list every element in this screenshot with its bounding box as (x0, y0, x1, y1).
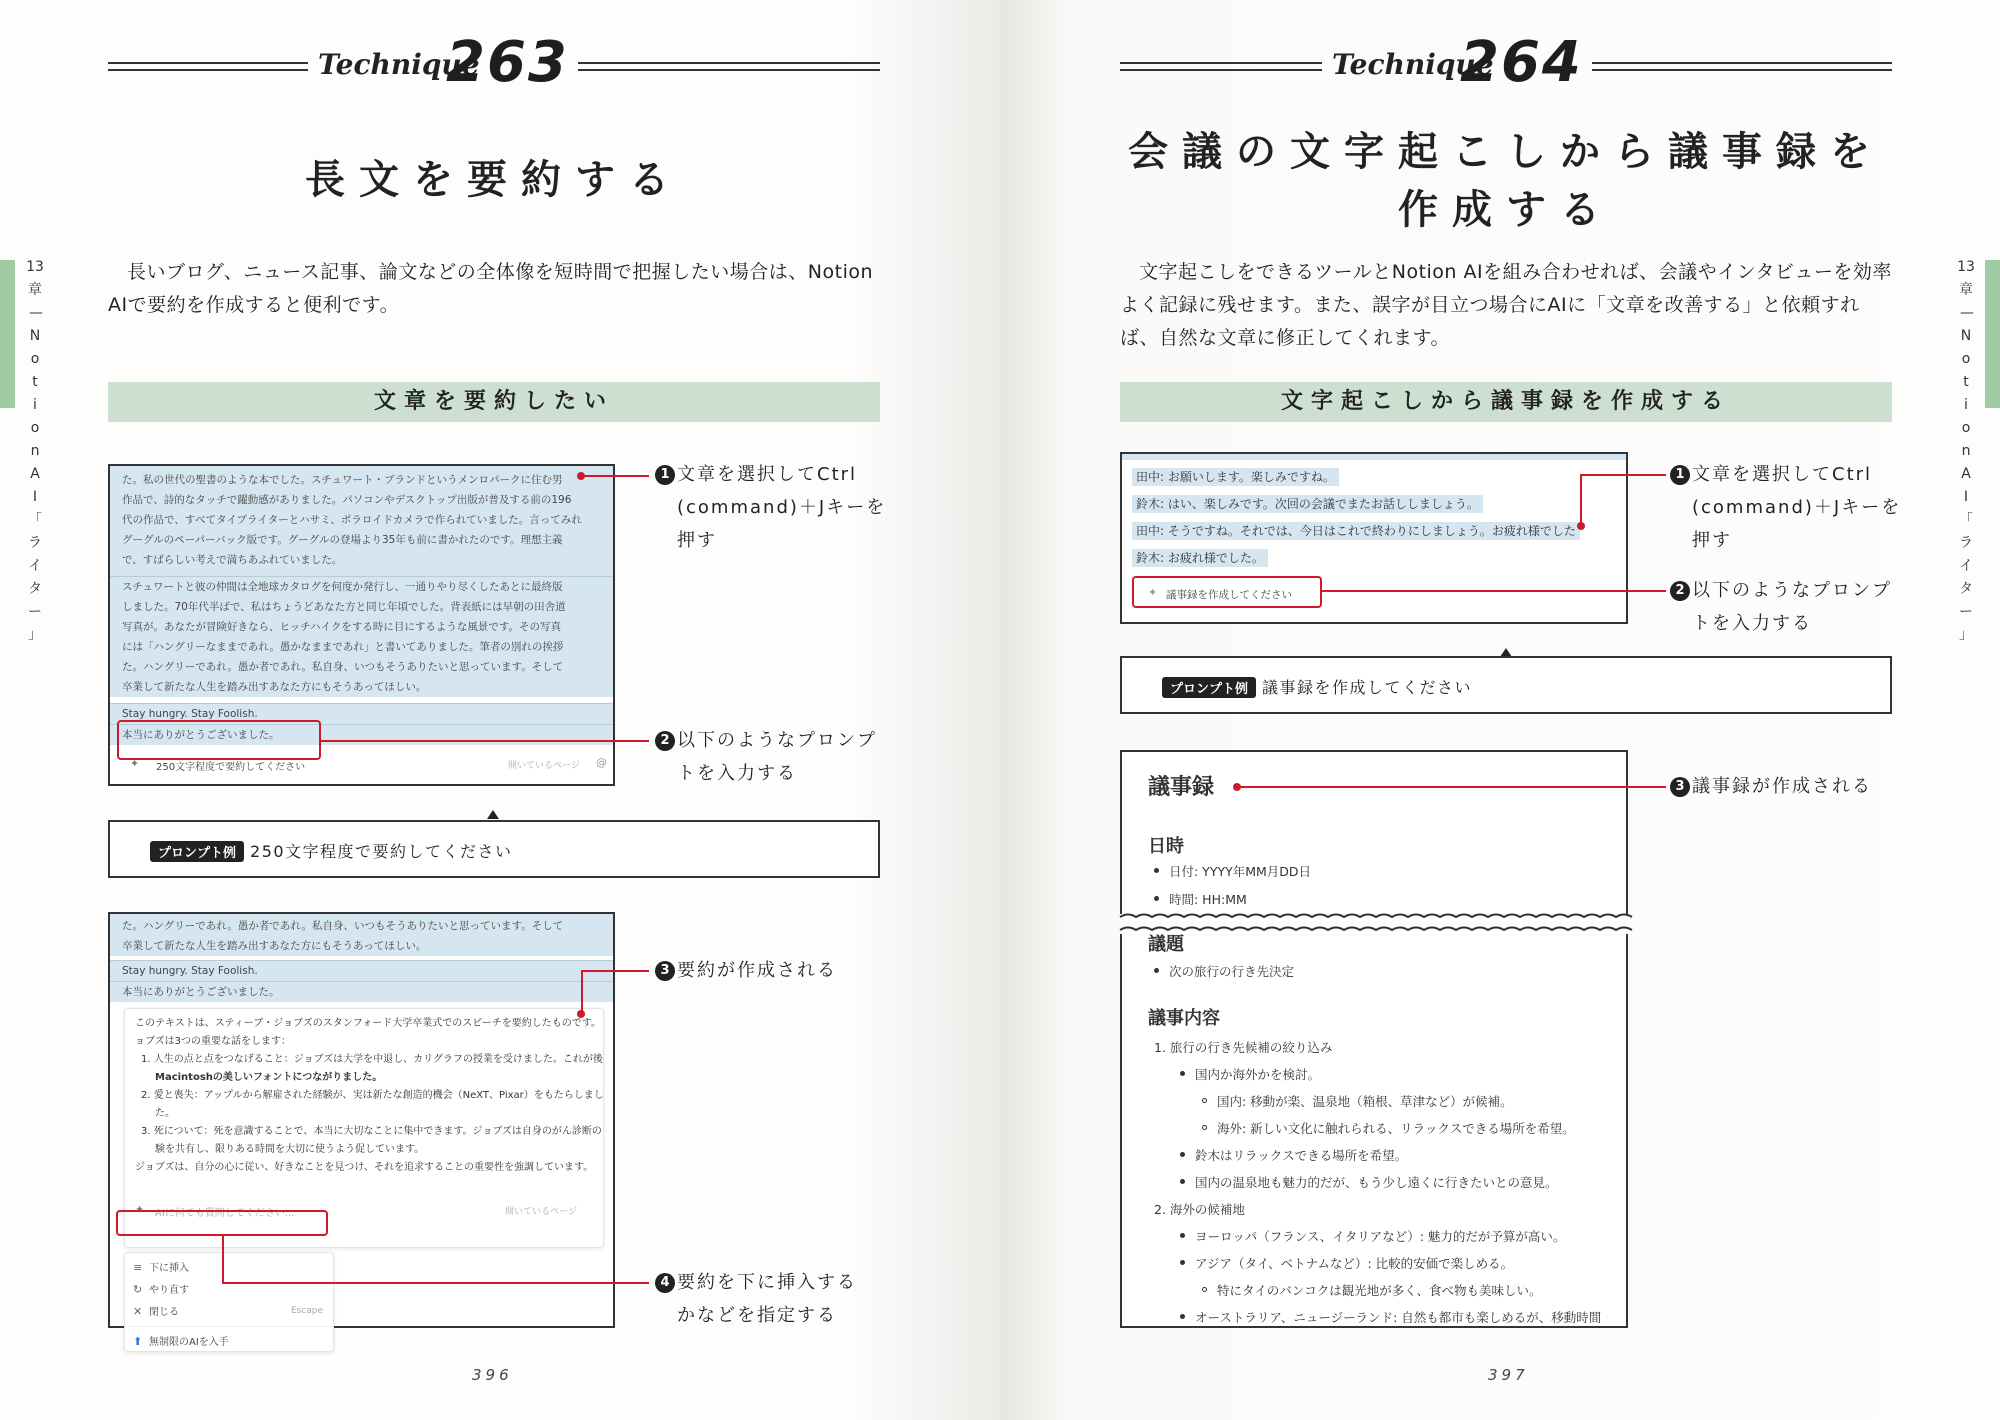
side-tab-char: 」 (28, 627, 42, 643)
side-tab-char: I (1963, 489, 1969, 505)
screenshot-summary (108, 912, 615, 1348)
minutes-item: 国内の温泉地も魅力的だが、もう少し遠くに行きたいとの意見。 (1180, 1169, 1558, 1196)
callout-line-3 (581, 970, 649, 972)
text-line: 卒業して新たな人生を踏み出すあなた方にもそうあってほしい。 (122, 940, 427, 952)
intro-text: 長いブログ、ニュース記事、論文などの全体像を短時間で把握したい場合は、Notion AIで要約を作成すると便利です。 (108, 261, 874, 316)
summary-line: た。 (155, 1108, 175, 1119)
minutes-title: 議事録 (1148, 775, 1215, 800)
open-page-hint: 開いているページ (505, 1207, 577, 1217)
text-line: で、すばらしい考えで満ちあふれていました。 (122, 554, 343, 566)
step-number-4: 4 (655, 1273, 675, 1293)
at-icon: @ (596, 756, 607, 769)
minutes-item: 次の旅行の行き先決定 (1154, 958, 1294, 985)
callout-line-2 (1322, 590, 1666, 592)
minutes-item: 海外: 新しい文化に触れられる、リラックスできる場所を希望。 (1202, 1115, 1575, 1142)
text-line: 作品で、詩的なタッチで躍動感がありました。パソコンやデスクトップ出版が普及する前の196 (122, 494, 572, 506)
side-tab-char: イ (28, 558, 42, 574)
prompt-highlight-box (1132, 576, 1322, 608)
stay-hungry-line: Stay hungry. Stay Foolish. (110, 960, 613, 981)
callout-note-3: 3 要約が作成される (655, 954, 837, 987)
upgrade-icon: ⬆ (133, 1335, 143, 1348)
callout-line-4-vertical (222, 1236, 224, 1284)
technique-rule-left (1120, 62, 1322, 71)
callout-line-3-vertical (581, 970, 583, 1014)
prompt-example-text: 250文字程度で要約してください (250, 842, 513, 861)
page-397 (1000, 0, 2000, 1420)
callout-note-4: 4 要約を下に挿入する かなどを指定する (655, 1266, 857, 1332)
menu-close[interactable]: ✕ 閉じる Escape (125, 1301, 333, 1323)
transcript-lines (1132, 464, 1626, 572)
transcript-line: 田中: お願いします。楽しみですね。 (1132, 468, 1339, 486)
callout-line-1 (581, 475, 649, 477)
side-tab-char: o (30, 420, 40, 436)
ask-ai-input[interactable]: AIに何でも質問してください... (155, 1208, 295, 1219)
page-title-line-2: 作成する (1398, 187, 1614, 233)
text-line: グーグルのペーパーバック版です。グーグルの登場より35年も前に書かれたのです。理想主義 (122, 534, 563, 546)
minutes-heading-date: 日時 (1148, 836, 1184, 857)
page-number: 396 (472, 1366, 513, 1384)
technique-rule-right (578, 62, 880, 71)
text-line: 卒業して新たな人生を踏み出すあなた方にもそうあってほしい。 (122, 681, 427, 693)
callout-note-1: 1 文章を選択してCtrl (command)＋Jキーを 押す (655, 458, 886, 557)
minutes-heading-content: 議事内容 (1148, 1008, 1220, 1029)
step-number-1: 1 (655, 465, 675, 485)
section-heading: 文章を要約したい (108, 382, 880, 422)
thanks-line: 本当にありがとうございました。 (110, 724, 613, 745)
text-line: た。私の世代の聖書のような本でした。スチュワート・ブランドというメンロパークに住む男 (122, 474, 563, 486)
minutes-item: 1. 旅行の行き先候補の絞り込み (1154, 1040, 1333, 1055)
callout-line-2 (321, 740, 649, 742)
side-tab-char: 「 (28, 512, 42, 528)
callout-line-1 (1580, 474, 1666, 476)
summary-line: Macintoshの美しいフォントにつながりました。 (155, 1072, 383, 1083)
prompt-example-box (108, 820, 880, 878)
side-tab-char: 「 (1959, 512, 1973, 528)
technique-label: Technique (1332, 48, 1494, 81)
transcript-line: 鈴木: はい、楽しみです。次回の会議でまたお話ししましょう。 (1132, 495, 1483, 513)
selected-text-block (110, 470, 613, 697)
callout-note-2: 2 以下のようなプロンプ トを入力する (655, 724, 877, 790)
summary-line: ョブズは3つの重要な話をします： (135, 1036, 291, 1047)
side-tab-char: 」 (1959, 627, 1973, 643)
technique-rule-right (1592, 62, 1892, 71)
ai-action-menu (124, 1252, 334, 1352)
text-line: スチュワートと彼の仲間は全地球カタログを何度か発行し、一通りやり尽くしたあとに最終版 (110, 576, 613, 597)
side-tab-char: 章 (28, 282, 42, 298)
side-tab-char: A (30, 466, 40, 482)
side-tab-char: A (1961, 466, 1971, 482)
text-line: には「ハングリーなままであれ。愚かなままであれ」と書いてありました。筆者の別れの挨拶 (122, 641, 564, 653)
prompt-highlight-box (117, 720, 321, 760)
prompt-example-box (1120, 656, 1892, 714)
callout-note-2: 2 以下のようなプロンプ トを入力する (1670, 574, 1892, 640)
ai-sparkle-icon: ✦ (1148, 586, 1158, 599)
prompt-example-badge: プロンプト例 (150, 841, 244, 862)
side-tab-char: I (32, 489, 38, 505)
side-tab-char: i (1964, 397, 1968, 413)
transcript-line: 鈴木: お疲れ様でした。 (1132, 549, 1268, 567)
technique-label: Technique (318, 48, 480, 81)
side-tab-char: タ (28, 581, 42, 597)
side-tab-char: t (32, 374, 38, 390)
text-line: 写真が。あなたが冒険好きなら、ヒッチハイクをする時に目にするような風景です。その写真 (122, 621, 562, 633)
minutes-heading-agenda: 議題 (1148, 934, 1184, 955)
side-tab-char: ー (1959, 604, 1973, 620)
minutes-item: オーストラリア、ニュージーランド: 自然も都市も楽しめるが、移動時間 (1180, 1304, 1601, 1331)
callout-line-4 (222, 1282, 649, 1284)
side-tab-char: — (1960, 305, 1972, 321)
side-tab-char: 13 (1957, 259, 1975, 275)
insert-below-highlight-box (116, 1210, 328, 1236)
callout-note-3: 3 議事録が作成される (1670, 770, 1872, 803)
side-tab-char: タ (1959, 581, 1973, 597)
ai-prompt-input[interactable]: 250文字程度で要約してください (156, 762, 306, 773)
side-tab-char: o (1961, 351, 1971, 367)
summary-line: 2. 愛と喪失：アップルから解雇された経験が、実は新たな創造的機会（NeXT、Pixar）をもたらしまし (141, 1090, 604, 1101)
minutes-item: 特にタイのバンコクは観光地が多く、食べ物も美味しい。 (1202, 1277, 1542, 1304)
side-tab-char: N (29, 328, 41, 344)
prompt-pointer (487, 810, 499, 819)
screenshot-minutes (1120, 750, 1628, 1328)
side-tab-char: t (1963, 374, 1969, 390)
technique-number: 263 (446, 30, 569, 95)
minutes-item: 国内: 移動が楽、温泉地（箱根、草津など）が候補。 (1202, 1088, 1513, 1115)
summary-line: ジョブズは、自分の心に従い、好きなことを見つけ、それを追求することの重要性を強調しています。 (135, 1162, 594, 1173)
menu-retry[interactable]: ↻ やり直す (125, 1279, 333, 1301)
step-number-3: 3 (1670, 777, 1690, 797)
text-line: た。ハングリーであれ。愚か者であれ。私自身、いつもそうありたいと思っています。そして (122, 920, 564, 932)
minutes-item: 時間: HH:MM (1154, 886, 1247, 913)
section-heading: 文字起こしから議事録を作成する (1120, 382, 1892, 422)
step-number-1: 1 (1670, 465, 1690, 485)
chapter-tab (0, 260, 15, 408)
chapter-side-label (25, 256, 45, 647)
escape-shortcut: Escape (290, 1306, 323, 1316)
summary-line: このテキストは、スティーブ・ジョブズのスタンフォード大学卒業式でのスピーチを要約したものです。 (135, 1018, 601, 1029)
step-number-2: 2 (655, 731, 675, 751)
callout-line-3 (1237, 786, 1666, 788)
intro-text: 文字起こしをできるツールとNotion AIを組み合わせれば、会議やインタビューを効率よく記録に残せます。また、誤字が目立つ場合にAIに「文章を改善する」と依頼すれば、自然な文章に修正してくれます。 (1120, 261, 1892, 349)
open-page-hint: 開いているページ (508, 761, 580, 771)
side-tab-char: o (1961, 420, 1971, 436)
side-tab-char: N (1960, 328, 1972, 344)
minutes-item: ヨーロッパ（フランス、イタリアなど）: 魅力的だが予算が高い。 (1180, 1223, 1565, 1250)
menu-insert-below[interactable]: ≡ 下に挿入 (125, 1253, 333, 1279)
technique-rule-left (108, 62, 308, 71)
side-tab-char: イ (1959, 558, 1973, 574)
text-line: しました。70年代半ばで、私はちょうどあなた方と同じ年頃でした。背表紙には早朝の田舎道 (122, 601, 566, 613)
text-line: た。ハングリーであれ。愚か者であれ。私自身、いつもそうありたいと思っています。そして (122, 661, 564, 673)
minutes-item: 日付: YYYY年MM月DD日 (1154, 858, 1311, 885)
side-tab-char: n (30, 443, 40, 459)
prompt-example-badge: プロンプト例 (1162, 677, 1256, 698)
omission-wave (1120, 910, 1632, 938)
text-line: 代の作品で、すべてタイプライターとハサミ、ポラロイドカメラで作られていました。言ってみれ (122, 514, 582, 526)
callout-line-1-vertical (1580, 474, 1582, 526)
stay-hungry-line: Stay hungry. Stay Foolish. (110, 703, 613, 724)
page-title-line-1: 会議の文字起こしから議事録を (1128, 129, 1884, 175)
step-number-2: 2 (1670, 581, 1690, 601)
ai-sparkle-icon: ✦ (135, 1203, 145, 1216)
thanks-line: 本当にありがとうございました。 (110, 981, 613, 1002)
page-number: 397 (1488, 1366, 1529, 1384)
side-tab-char: ー (28, 604, 42, 620)
side-tab-char: 章 (1959, 282, 1973, 298)
prompt-example-text: 議事録を作成してください (1262, 678, 1473, 697)
chapter-tab (1985, 260, 2000, 408)
side-tab-char: i (33, 397, 37, 413)
close-icon: ✕ (133, 1305, 143, 1318)
technique-number: 264 (1460, 30, 1583, 95)
summary-line: 験を共有し、限りある時間を大切に使うよう促しています。 (155, 1144, 425, 1155)
retry-icon: ↻ (133, 1283, 143, 1296)
side-tab-char: — (29, 305, 41, 321)
step-number-3: 3 (655, 961, 675, 981)
side-tab-char: 13 (26, 259, 44, 275)
summary-line: 3. 死について：死を意識することで、本当に大切なことに集中できます。ジョブズは自身のがん診断の (141, 1126, 602, 1137)
side-tab-char: ラ (1959, 535, 1973, 551)
ai-sparkle-icon: ✦ (130, 757, 140, 770)
transcript-line: 田中: そうですね。それでは、今日はこれで終わりにしましょう。お疲れ様でした (1132, 522, 1580, 540)
ai-prompt-input[interactable]: 議事録を作成してください (1166, 589, 1292, 601)
chapter-side-label (1956, 256, 1976, 647)
minutes-item: 2. 海外の候補地 (1154, 1202, 1245, 1217)
callout-note-1: 1 文章を選択してCtrl (command)＋Jキーを 押す (1670, 458, 1901, 557)
minutes-item: 国内か海外かを検討。 (1180, 1061, 1320, 1088)
side-tab-char: n (1961, 443, 1971, 459)
side-tab-char: o (30, 351, 40, 367)
page-title: 長文を要約する (305, 157, 683, 203)
menu-get-unlimited-ai[interactable]: ⬆ 無制限のAIを入手 (125, 1326, 333, 1353)
minutes-item: アジア（タイ、ベトナムなど）: 比較的安価で楽しめる。 (1180, 1250, 1513, 1277)
insert-below-icon: ≡ (133, 1261, 143, 1274)
minutes-item: 鈴木はリラックスできる場所を希望。 (1180, 1142, 1407, 1169)
side-tab-char: ラ (28, 535, 42, 551)
summary-line: 1. 人生の点と点をつなげること：ジョブズは大学を中退し、カリグラフの授業を受けました。これが後 (141, 1054, 603, 1065)
